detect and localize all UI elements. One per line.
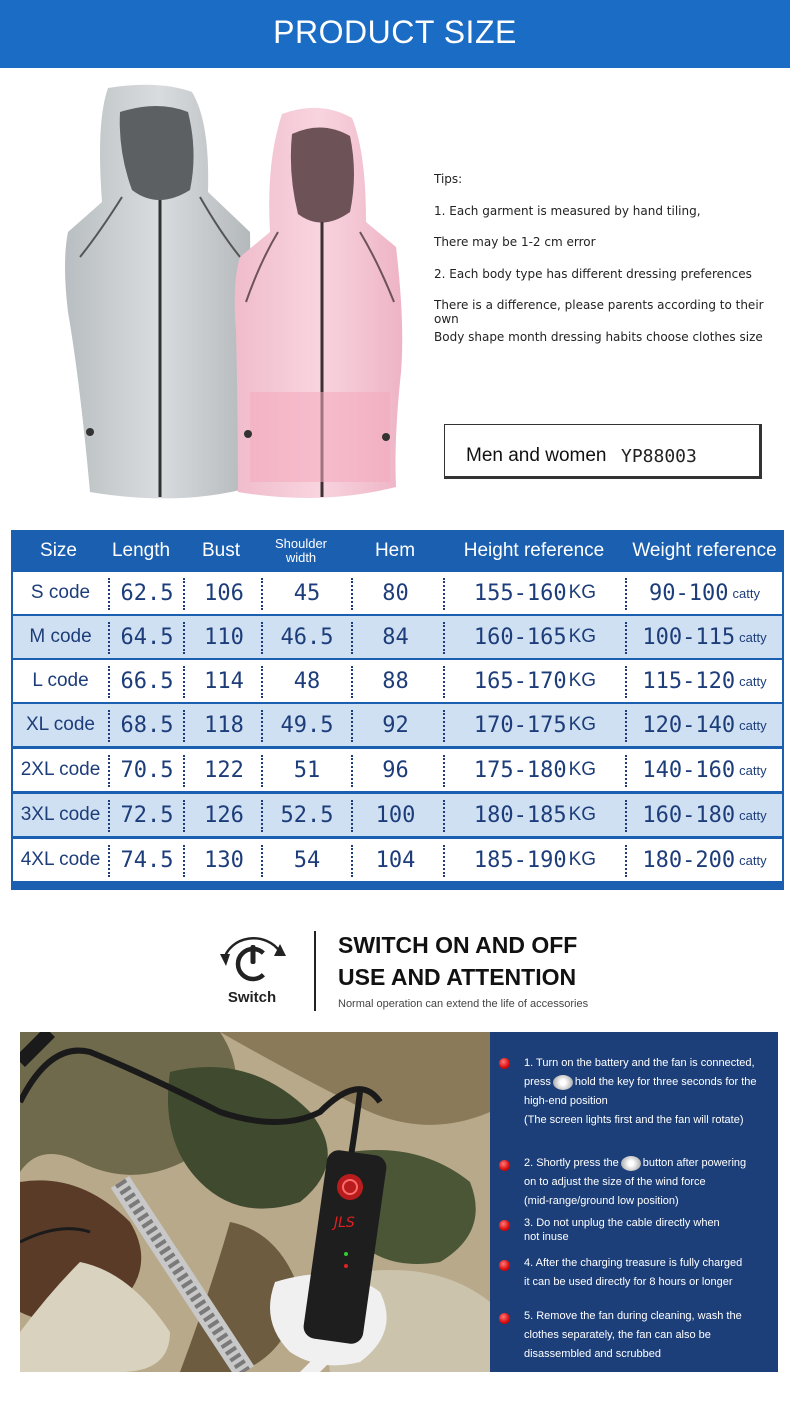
column-separator (261, 622, 263, 654)
bullet-icon (499, 1058, 510, 1069)
bullet-icon (499, 1220, 510, 1231)
column-separator (443, 800, 445, 832)
table-header (11, 530, 784, 572)
header-banner (0, 0, 790, 68)
instruction-5-line: 5. Remove the fan during cleaning, wash the (524, 1310, 742, 1322)
height-unit: KG (568, 626, 597, 647)
height-unit: KG (568, 804, 597, 825)
cell-hem: 92 (382, 712, 409, 738)
cell-shoulder: 46.5 (280, 624, 334, 650)
instruction-2-line (524, 1154, 746, 1173)
column-separator (183, 666, 185, 698)
table-row (13, 794, 782, 836)
height-unit: KG (568, 714, 597, 735)
cell-weight (627, 616, 782, 658)
column-separator (625, 710, 627, 742)
column-separator (443, 755, 445, 787)
column-separator (351, 800, 353, 832)
column-separator (261, 578, 263, 610)
controller-brand: JLS (334, 1215, 355, 1231)
column-separator (261, 800, 263, 832)
bullet-icon (499, 1260, 510, 1271)
weight-unit: catty (739, 807, 767, 823)
header-size: Size (40, 540, 77, 561)
column-separator (183, 755, 185, 787)
cell-weight (627, 839, 782, 881)
instruction-2-text: button after powering (642, 1157, 747, 1169)
cell-size: S code (30, 582, 91, 603)
weight-value: 180-200 (642, 847, 736, 873)
instructions-panel (490, 1032, 778, 1372)
cell-weight (627, 660, 782, 702)
column-separator (108, 666, 110, 698)
column-separator (625, 755, 627, 787)
weight-unit: catty (739, 762, 767, 778)
fan-button-icon (553, 1075, 573, 1090)
tips-block (434, 172, 790, 362)
fan-button-icon (621, 1156, 641, 1171)
cell-bust: 122 (204, 757, 244, 783)
switch-title-line1: SWITCH ON AND OFF (338, 932, 578, 958)
instruction-4-line: it can be used directly for 8 hours or longer (524, 1276, 733, 1288)
switch-icon-label: Switch (227, 989, 277, 1006)
table-row (13, 660, 782, 702)
divider (314, 931, 316, 1011)
column-separator (261, 710, 263, 742)
cell-height (445, 572, 625, 614)
cell-length: 66.5 (120, 668, 174, 694)
instruction-2 (524, 1154, 746, 1211)
model-label: Men and women (466, 445, 607, 466)
instruction-5-line: clothes separately, the fan can also be (524, 1329, 711, 1341)
instruction-2-line: (mid-range/ground low position) (524, 1195, 679, 1207)
table-row (13, 616, 782, 658)
column-separator (351, 622, 353, 654)
header-bust: Bust (201, 540, 241, 561)
cell-hem: 104 (375, 847, 416, 873)
weight-value: 100-115 (642, 624, 736, 650)
header-shoulder-line2: width (285, 550, 317, 565)
cell-shoulder: 48 (293, 668, 321, 694)
cell-weight (627, 572, 782, 614)
column-separator (261, 666, 263, 698)
weight-unit: catty (739, 629, 767, 645)
column-separator (443, 622, 445, 654)
column-separator (443, 666, 445, 698)
height-unit: KG (568, 759, 597, 780)
instruction-1-line: high-end position (524, 1095, 608, 1107)
cell-bust: 106 (204, 580, 244, 606)
cell-size: 4XL code (20, 849, 101, 870)
weight-value: 160-180 (642, 802, 736, 828)
column-separator (443, 845, 445, 877)
height-unit: KG (568, 849, 597, 870)
instruction-1 (524, 1054, 757, 1130)
instruction-1-text: press (524, 1076, 551, 1088)
cell-hem: 100 (375, 802, 416, 828)
header-hem: Hem (374, 540, 416, 561)
instruction-2-line: on to adjust the size of the wind force (524, 1176, 706, 1188)
weight-unit: catty (739, 717, 767, 733)
table-row (13, 572, 782, 614)
cell-bust: 126 (204, 802, 244, 828)
column-separator (261, 755, 263, 787)
cell-bust: 130 (204, 847, 244, 873)
cell-height (445, 616, 625, 658)
instruction-4-line: 4. After the charging treasure is fully charged (524, 1257, 743, 1269)
cell-height (445, 794, 625, 836)
cell-hem: 84 (382, 624, 409, 650)
weight-value: 90-100 (649, 580, 729, 606)
column-separator (108, 578, 110, 610)
tip-line: There is a difference, please parents according to their own (434, 298, 764, 327)
cell-weight (627, 749, 782, 791)
column-separator (183, 578, 185, 610)
model-box (444, 424, 762, 479)
switch-title-line2: USE AND ATTENTION (338, 964, 577, 990)
tips-heading: Tips: (434, 172, 463, 186)
weight-value: 120-140 (642, 712, 736, 738)
column-separator (351, 845, 353, 877)
cell-hem: 80 (382, 580, 409, 606)
cell-weight (627, 794, 782, 836)
instruction-3 (524, 1216, 720, 1244)
weight-unit: catty (739, 673, 767, 689)
cell-bust: 114 (204, 668, 244, 694)
column-separator (625, 800, 627, 832)
switch-subtitle: Normal operation can extend the life of accessories (338, 998, 589, 1010)
cell-shoulder: 52.5 (280, 802, 334, 828)
column-separator (351, 578, 353, 610)
model-code: YP88003 (621, 446, 697, 467)
height-value: 165-170 (473, 668, 567, 694)
table-row (13, 704, 782, 746)
column-separator (351, 710, 353, 742)
instruction-5-line: disassembled and scrubbed (524, 1348, 661, 1360)
instruction-5 (524, 1307, 742, 1364)
cell-length: 70.5 (120, 757, 174, 783)
header-shoulder (261, 530, 341, 572)
tip-line: Body shape month dressing habits choose clothes size (434, 329, 763, 344)
height-unit: KG (568, 582, 597, 603)
column-separator (625, 578, 627, 610)
instruction-1-text: hold the key for three seconds for the (574, 1076, 757, 1088)
cell-size: 2XL code (20, 759, 101, 780)
column-separator (108, 755, 110, 787)
cell-hem: 88 (382, 668, 409, 694)
page-title: PRODUCT SIZE (273, 14, 517, 50)
column-separator (261, 845, 263, 877)
instruction-1-line (524, 1073, 757, 1092)
cell-size: XL code (25, 714, 95, 735)
column-separator (183, 800, 185, 832)
column-separator (183, 845, 185, 877)
cell-height (445, 704, 625, 746)
weight-value: 115-120 (642, 668, 736, 694)
column-separator (108, 800, 110, 832)
column-separator (625, 622, 627, 654)
header-weight: Weight reference (632, 540, 777, 561)
header-length: Length (111, 540, 171, 561)
tip-line: 2. Each body type has different dressing preferences (434, 266, 752, 281)
header-shoulder-line1: Shoulder (274, 536, 328, 551)
cell-hem: 96 (382, 757, 409, 783)
cell-height (445, 839, 625, 881)
column-separator (351, 666, 353, 698)
cell-bust: 118 (204, 712, 244, 738)
table-row (13, 839, 782, 881)
column-separator (443, 578, 445, 610)
weight-unit: catty (732, 585, 760, 601)
height-value: 185-190 (473, 847, 567, 873)
cell-length: 64.5 (120, 624, 174, 650)
cell-size: 3XL code (20, 804, 101, 825)
column-separator (625, 666, 627, 698)
height-value: 160-165 (473, 624, 567, 650)
column-separator (108, 845, 110, 877)
cell-height (445, 749, 625, 791)
bullet-icon (499, 1160, 510, 1171)
size-table (11, 530, 784, 890)
height-value: 155-160 (473, 580, 567, 606)
cell-length: 72.5 (120, 802, 174, 828)
instruction-1-line: (The screen lights first and the fan will rotate) (524, 1114, 744, 1126)
cell-bust: 110 (204, 624, 244, 650)
controller-photo (20, 1032, 490, 1372)
instruction-3-line: 3. Do not unplug the cable directly when (524, 1217, 720, 1229)
column-separator (183, 710, 185, 742)
height-unit: KG (568, 670, 597, 691)
column-separator (108, 622, 110, 654)
cell-shoulder: 51 (293, 757, 321, 783)
cell-length: 74.5 (120, 847, 174, 873)
cell-shoulder: 49.5 (280, 712, 334, 738)
column-separator (351, 755, 353, 787)
height-value: 170-175 (473, 712, 567, 738)
weight-value: 140-160 (642, 757, 736, 783)
cell-shoulder: 45 (293, 580, 321, 606)
column-separator (108, 710, 110, 742)
product-vests-image (60, 82, 420, 507)
column-separator (183, 622, 185, 654)
header-height: Height reference (463, 540, 605, 561)
height-value: 180-185 (473, 802, 567, 828)
column-separator (443, 710, 445, 742)
cell-height (445, 660, 625, 702)
instruction-4 (524, 1254, 742, 1292)
cell-size: M code (29, 626, 92, 647)
instruction-2-text: 2. Shortly press the (524, 1157, 619, 1169)
height-value: 175-180 (473, 757, 567, 783)
weight-unit: catty (739, 852, 767, 868)
table-row (13, 749, 782, 791)
tip-line: 1. Each garment is measured by hand tiling, (434, 203, 701, 218)
cell-weight (627, 704, 782, 746)
cell-shoulder: 54 (293, 847, 321, 873)
instruction-3-line: not inuse (524, 1231, 569, 1243)
instruction-1-line: 1. Turn on the battery and the fan is connected, (524, 1057, 755, 1069)
tip-line: There may be 1-2 cm error (434, 235, 596, 250)
column-separator (625, 845, 627, 877)
cell-length: 62.5 (120, 580, 174, 606)
cell-size: L code (32, 670, 89, 691)
cell-length: 68.5 (120, 712, 174, 738)
bullet-icon (499, 1313, 510, 1324)
